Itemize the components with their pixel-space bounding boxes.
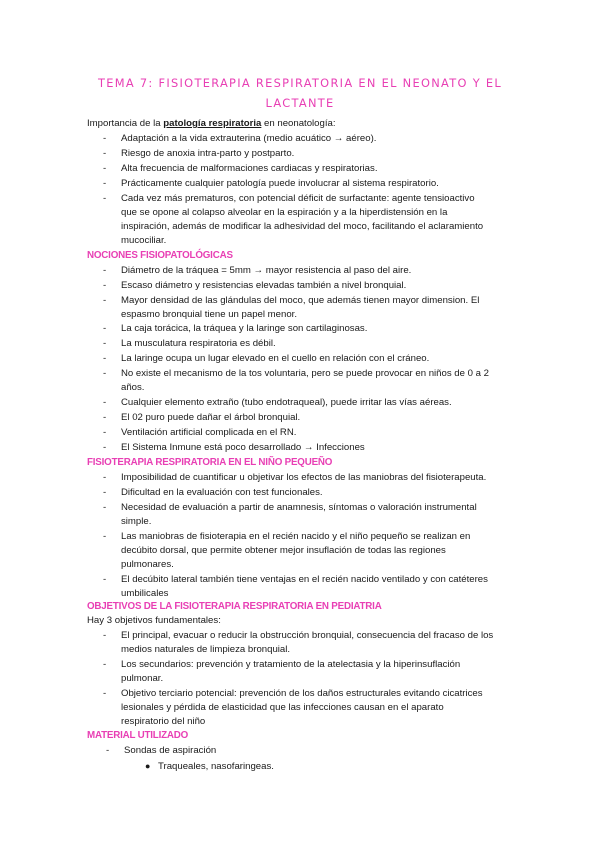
list-dash: -: [103, 163, 107, 174]
list-dash: -: [103, 148, 107, 159]
list-dash: -: [103, 133, 107, 144]
list-item: Riesgo de anoxia intra-parto y postparto.: [121, 148, 295, 159]
section-heading: NOCIONES FISIOPATOLÓGICAS: [87, 250, 233, 261]
list-item: Cualquier elemento extraño (tubo endotraqueal), puede irritar las vías aéreas.: [121, 397, 452, 408]
list-dash: -: [103, 353, 107, 364]
list-item: Sondas de aspiración: [124, 745, 217, 756]
list-item: La caja torácica, la tráquea y la laringe son cartilaginosas.: [121, 323, 368, 334]
list-item: Escaso diámetro y resistencias elevadas también a nivel bronquial.: [121, 280, 407, 291]
list-dash: -: [103, 427, 107, 438]
list-dash: -: [103, 487, 107, 498]
list-item: Prácticamente cualquier patología puede involucrar al sistema respiratorio.: [121, 178, 439, 189]
list-item-continuation: inspiración, además de modificar la adhesividad del moco, facilitando el aclaramiento: [121, 221, 484, 232]
list-item-continuation: respiratorio del niño: [121, 716, 206, 727]
intro-emphasis: patología respiratoria: [163, 118, 262, 129]
list-dash: -: [103, 688, 107, 699]
list-dash: -: [103, 323, 107, 334]
intro-line: [87, 117, 336, 131]
list-item-continuation: años.: [121, 382, 145, 393]
list-item: Imposibilidad de cuantificar u objetivar los efectos de las maniobras del fisioterapeuta.: [121, 472, 487, 483]
list-dash: -: [103, 397, 107, 408]
list-item: Los secundarios: prevención y tratamiento de la atelectasia y la hiperinsuflación: [121, 659, 461, 670]
intro-before: Importancia de la: [87, 118, 164, 129]
list-dash: -: [103, 442, 107, 453]
section-heading: FISIOTERAPIA RESPIRATORIA EN EL NIÑO PEQUEÑO: [87, 457, 333, 468]
list-item: Objetivo terciario potencial: prevención de los daños estructurales evitando cicatrices: [121, 688, 483, 699]
list-dash: -: [103, 368, 107, 379]
list-item: Las maniobras de fisioterapia en el recién nacido y el niño pequeño se realizan en: [121, 531, 471, 542]
list-item: El principal, evacuar o reducir la obstrucción bronquial, consecuencia del fracaso de los: [121, 630, 494, 641]
document-title-line-2: LACTANTE: [265, 96, 335, 110]
list-dash: -: [103, 338, 107, 349]
sub-list-item: Traqueales, nasofaringeas.: [158, 761, 274, 772]
section-heading: MATERIAL UTILIZADO: [87, 730, 189, 741]
list-dash: -: [103, 295, 107, 306]
list-item: Cada vez más prematuros, con potencial déficit de surfactante: agente tensioactivo: [121, 193, 475, 204]
list-item-continuation: espasmo bronquial tiene un papel menor.: [121, 309, 298, 320]
list-item: El Sistema Inmune está poco desarrollado → Infecciones: [121, 442, 365, 453]
list-item-continuation: mucociliar.: [121, 235, 167, 246]
list-item: El 02 puro puede dañar el árbol bronquial.: [121, 412, 301, 423]
list-item-continuation: que se opone al colapso alveolar en la espiración y a la hiperdistensión en la: [121, 207, 448, 218]
list-item-continuation: lesionales y pérdida de elasticidad que las infecciones causan en el aparato: [121, 702, 444, 713]
list-item: Alta frecuencia de malformaciones cardiacas y respiratorias.: [121, 163, 378, 174]
list-item: Necesidad de evaluación a partir de anamnesis, síntomas o valoración instrumental: [121, 502, 477, 513]
list-dash: -: [103, 412, 107, 423]
list-item-continuation: medios naturales de limpieza bronquial.: [121, 644, 291, 655]
list-dash: -: [103, 193, 107, 204]
list-dash: -: [103, 574, 107, 585]
document-title-line-1: TEMA 7: FISIOTERAPIA RESPIRATORIA EN EL NEONATO Y EL: [97, 76, 503, 90]
list-dash: -: [103, 178, 107, 189]
list-item: Adaptación a la vida extrauterina (medio acuático → aéreo).: [121, 133, 377, 144]
list-item-continuation: simple.: [121, 516, 152, 527]
list-dash: -: [103, 630, 107, 641]
list-item: Diámetro de la tráquea = 5mm → mayor resistencia al paso del aire.: [121, 265, 412, 276]
list-item-continuation: pulmonar.: [121, 673, 164, 684]
list-item: La laringe ocupa un lugar elevado en el cuello en relación con el cráneo.: [121, 353, 430, 364]
list-dash: -: [103, 659, 107, 670]
list-dash: -: [103, 531, 107, 542]
section-intro: Hay 3 objetivos fundamentales:: [87, 615, 221, 626]
list-item: Mayor densidad de las glándulas del moco, que además tienen mayor dimension. El: [121, 295, 480, 306]
list-dash: -: [103, 280, 107, 291]
list-dash: -: [103, 265, 107, 276]
list-dash: -: [103, 502, 107, 513]
section-heading: OBJETIVOS DE LA FISIOTERAPIA RESPIRATORIA EN PEDIATRIA: [87, 601, 382, 612]
bullet-icon: ●: [145, 761, 151, 771]
intro-after: en neonatología:: [261, 118, 336, 129]
list-dash: -: [103, 472, 107, 483]
list-item: La musculatura respiratoria es débil.: [121, 338, 276, 349]
list-item: Ventilación artificial complicada en el RN.: [121, 427, 297, 438]
list-item: El decúbito lateral también tiene ventajas en el recién nacido ventilado y con catéteres: [121, 574, 488, 585]
list-item: No existe el mecanismo de la tos voluntaria, pero se puede provocar en niños de 0 a 2: [121, 368, 489, 379]
list-item-continuation: umbilicales: [121, 588, 169, 599]
list-item: Dificultad en la evaluación con test funcionales.: [121, 487, 323, 498]
list-item-continuation: pulmonares.: [121, 559, 174, 570]
list-dash: -: [106, 745, 110, 756]
list-item-continuation: decúbito dorsal, que permite obtener mejor insuflación de todas las regiones: [121, 545, 446, 556]
